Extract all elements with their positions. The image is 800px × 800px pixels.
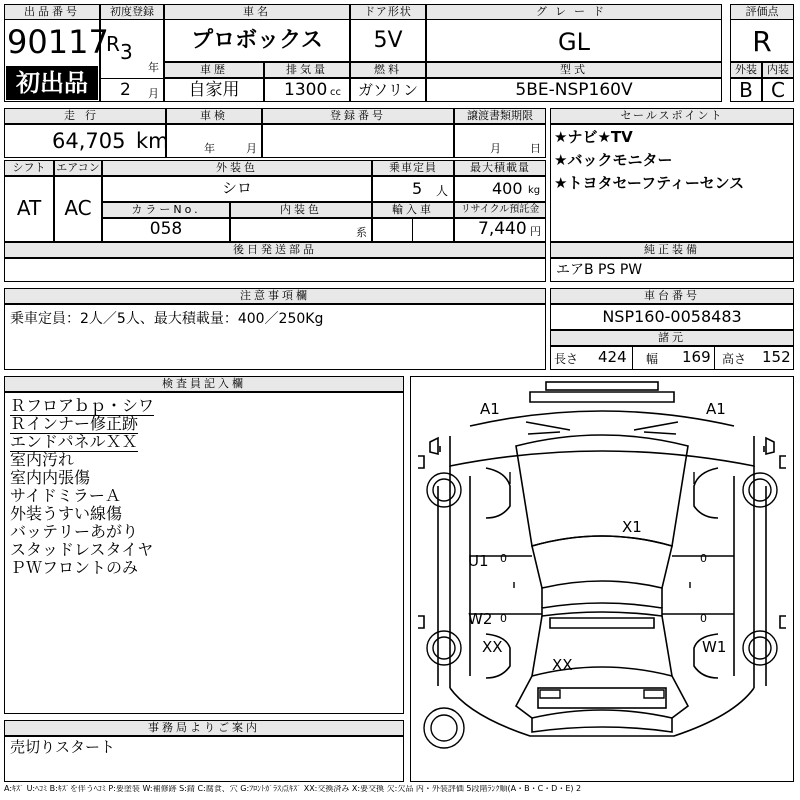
first-reg-label: 初度登録 xyxy=(100,4,164,20)
shift-label: シフト xyxy=(4,160,54,176)
model-label: 型式 xyxy=(426,62,722,78)
inspector-line: ＰＷフロントのみ xyxy=(10,558,139,577)
height: 152 xyxy=(762,348,791,366)
intcolor-box xyxy=(230,218,372,242)
fuel: ガソリン xyxy=(357,81,418,99)
inspector-line: サイドミラーＡ xyxy=(10,486,121,505)
import-box xyxy=(372,218,454,242)
lot-label: 出品番号 xyxy=(4,4,100,20)
mark-a1-left: A1 xyxy=(480,400,500,418)
length-label: 長さ xyxy=(554,352,579,366)
later-parts-label: 後日発送部品 xyxy=(4,242,546,258)
color: シロ xyxy=(221,179,252,197)
mark-w1: W1 xyxy=(702,638,727,656)
mark-w2: W2 xyxy=(468,610,493,628)
history: 自家用 xyxy=(188,80,240,100)
equip: エアB PS PW xyxy=(556,262,643,278)
door-label: ドア形状 xyxy=(350,4,426,20)
sales-point: ★ナビ★TV xyxy=(554,128,633,146)
transfer-month: 月 xyxy=(490,142,501,155)
door: 5V xyxy=(373,28,403,53)
mark-zero: 0 xyxy=(700,612,707,625)
load: 400 xyxy=(492,179,523,198)
inspector-label: 検査員記入欄 xyxy=(4,376,404,392)
year-unit: 年 xyxy=(148,61,159,74)
mark-zero: 0 xyxy=(500,612,507,625)
office-label: 事務局よりご案内 xyxy=(4,720,404,736)
reg-box xyxy=(262,124,454,158)
fuel-label: 燃料 xyxy=(350,62,426,78)
shift: AT xyxy=(16,196,42,220)
ac-label: エアコン xyxy=(54,160,102,176)
colorno-label: カラーNo. xyxy=(102,202,230,218)
width-label: 幅 xyxy=(646,352,659,366)
ext: B xyxy=(739,78,753,102)
sales-points-label: セールスポイント xyxy=(550,108,794,124)
inspector-line: 室内汚れ xyxy=(10,450,75,469)
eval-label: 評価点 xyxy=(730,4,794,20)
mark-xx-center: XX xyxy=(552,656,573,674)
month-num: 2 xyxy=(120,80,131,100)
import-divider xyxy=(412,218,413,242)
history-label: 車歴 xyxy=(164,62,264,78)
notes-text: 乗車定員：2人／5人、最大積載量：400／250Kg xyxy=(10,311,324,327)
transfer-day: 日 xyxy=(530,142,541,155)
dims-divider-1 xyxy=(632,346,633,370)
chassis: NSP160-0058483 xyxy=(602,307,742,326)
seats-unit: 人 xyxy=(436,184,449,198)
later-parts-box xyxy=(4,258,546,282)
width: 169 xyxy=(682,348,711,366)
car-name: プロボックス xyxy=(191,28,323,53)
sales-point: ★バックモニター xyxy=(554,151,673,169)
car-diagram xyxy=(410,376,794,782)
reg-label: 登録番号 xyxy=(262,108,454,124)
insp-month: 月 xyxy=(246,142,257,155)
model: 5BE-NSP160V xyxy=(515,80,633,100)
inspector-line: バッテリーあがり xyxy=(10,522,139,541)
transfer-label: 譲渡書類期限 xyxy=(454,108,546,124)
disp-unit: cc xyxy=(330,87,341,98)
inspector-line: Ｒインナー修正跡 xyxy=(10,414,139,433)
footer-legend: A:ｷｽﾞ U:ﾍｺﾐ B:ｷｽﾞを伴うﾍｺﾐ P:要塗装 W:補修跡 S:錆 C:腐食、穴 G:ﾌﾛﾝﾄｶﾞﾗｽ点ｷｽﾞ XX:交換済み X:要交換 欠:欠品 内・外装評価 5段階ﾗﾝｸ順(A・B・C・D・E) 2 xyxy=(4,785,582,793)
month-unit: 月 xyxy=(148,87,159,100)
grade-label: グレード xyxy=(426,4,722,20)
year-num: 3 xyxy=(120,40,133,64)
inspector-line: 室内内張傷 xyxy=(10,468,91,487)
sales-point: ★トヨタセーフティーセンス xyxy=(554,174,745,192)
chassis-label: 車台番号 xyxy=(550,288,794,304)
inspector-line: 外装うすい線傷 xyxy=(10,504,123,523)
recycle-label: リサイクル預託金 xyxy=(454,202,546,218)
disp: 1300 xyxy=(284,80,328,100)
load-unit: kg xyxy=(528,185,541,196)
first-listing-badge: 初出品 xyxy=(6,66,98,100)
ac: AC xyxy=(64,196,92,220)
dims-label: 諸元 xyxy=(550,330,794,346)
colorno: 058 xyxy=(149,219,183,239)
grade: GL xyxy=(558,28,590,56)
intcolor-label: 内装色 xyxy=(230,202,372,218)
seats: 5 xyxy=(412,179,423,198)
int: C xyxy=(771,78,785,102)
notes-label: 注意事項欄 xyxy=(4,288,546,304)
mark-u1: U1 xyxy=(468,552,489,570)
mark-zero: 0 xyxy=(500,552,507,565)
insp-year: 年 xyxy=(204,142,215,155)
equip-label: 純正装備 xyxy=(550,242,794,258)
inspection-label: 車検 xyxy=(166,108,262,124)
era: R xyxy=(106,32,120,56)
mark-xx-left: XX xyxy=(482,638,503,656)
ext-label: 外装 xyxy=(730,62,762,78)
load-label: 最大積載量 xyxy=(454,160,546,176)
lot-number: 90117 xyxy=(7,23,109,61)
eval: R xyxy=(752,25,772,58)
int-label: 内装 xyxy=(762,62,794,78)
mileage-unit: km xyxy=(136,129,169,153)
mark-zero: 0 xyxy=(700,552,707,565)
inspector-list xyxy=(10,397,390,577)
seats-label: 乗車定員 xyxy=(372,160,454,176)
intcolor-unit: 系 xyxy=(356,226,367,239)
import-label: 輸入車 xyxy=(372,202,454,218)
inspector-line: Ｒフロアｂｐ・シワ xyxy=(10,396,155,415)
mark-x1: X1 xyxy=(622,518,642,536)
mark-a1-right: A1 xyxy=(706,400,726,418)
office-text: 売切りスタート xyxy=(10,738,116,756)
color-label: 外装色 xyxy=(102,160,372,176)
disp-label: 排気量 xyxy=(264,62,350,78)
dims-divider-2 xyxy=(714,346,715,370)
car-name-label: 車名 xyxy=(164,4,350,20)
dims-box xyxy=(550,346,794,370)
inspector-line: スタッドレスタイヤ xyxy=(10,540,154,559)
inspector-line: エンドパネルＸＸ xyxy=(10,432,138,451)
mileage: 64,705 xyxy=(52,129,126,153)
length: 424 xyxy=(598,348,627,366)
recycle-unit: 円 xyxy=(530,225,541,238)
height-label: 高さ xyxy=(722,352,747,366)
recycle: 7,440 xyxy=(478,219,527,239)
mileage-label: 走行 xyxy=(4,108,166,124)
